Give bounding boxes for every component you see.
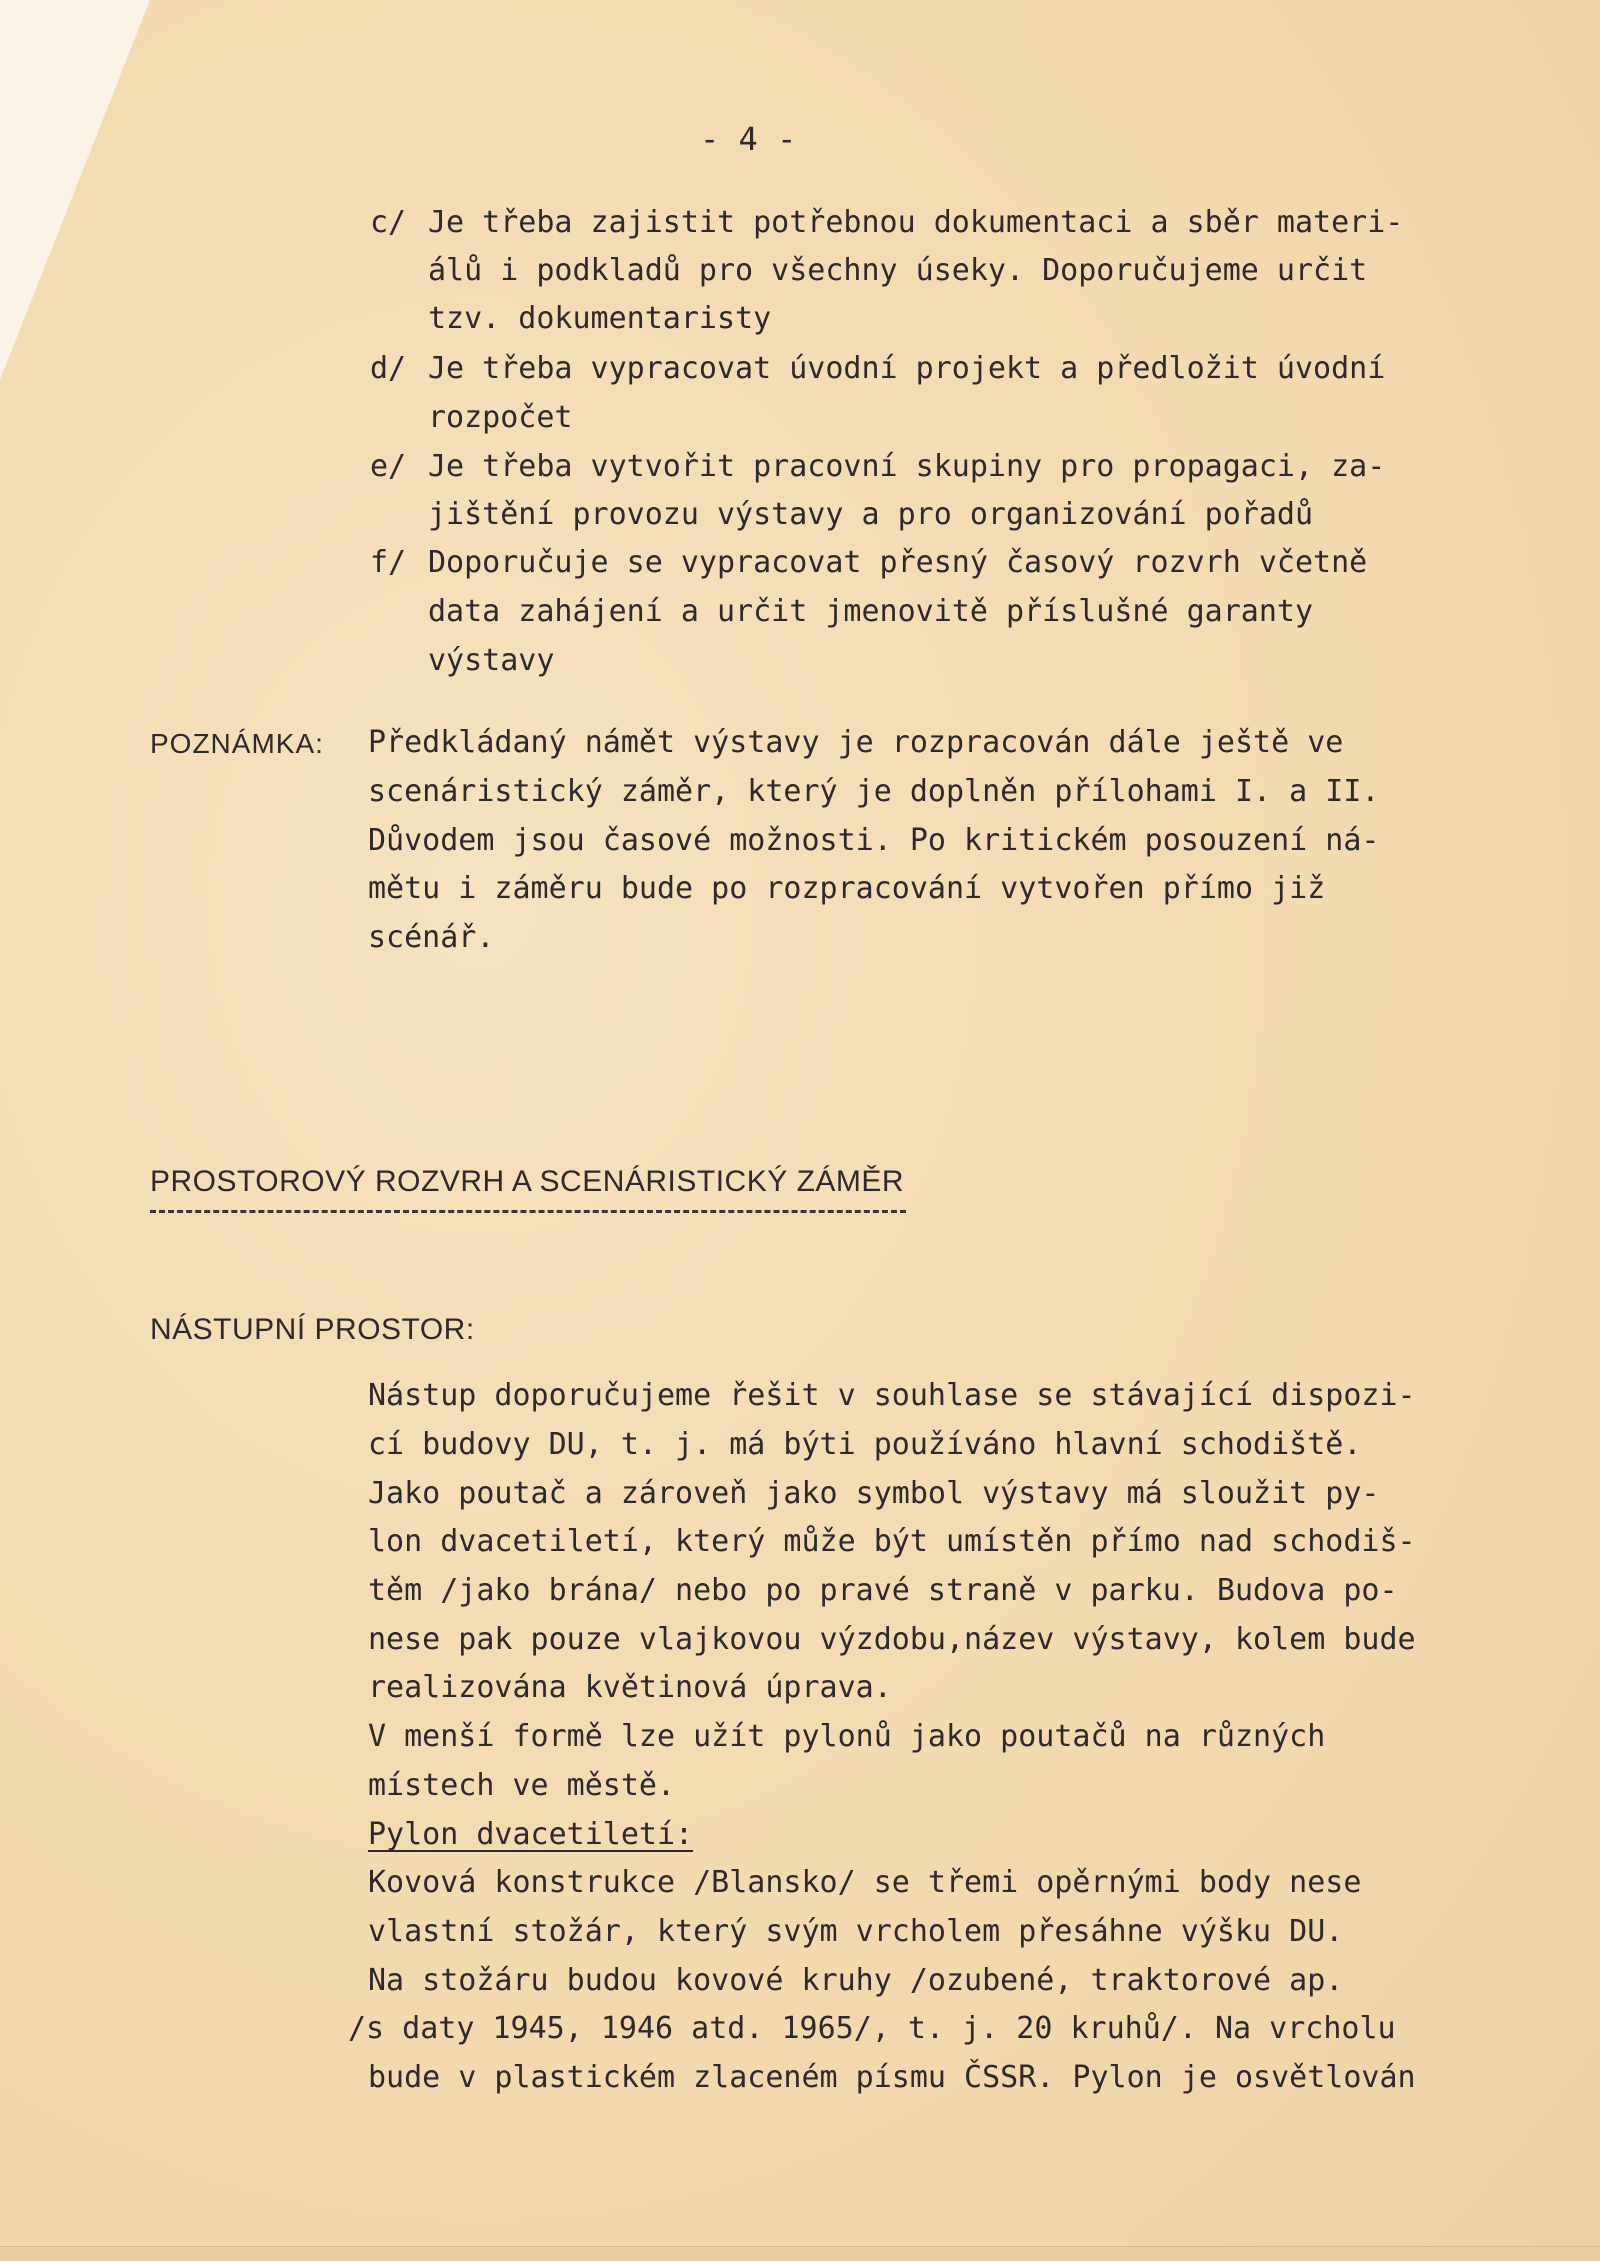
note-line-2: scenáristický záměr, který je doplněn přílohami I. a II. — [368, 774, 1380, 809]
note-line-5: scénář. — [368, 920, 495, 955]
page-number: - 4 - — [700, 120, 797, 158]
note-line-3: Důvodem jsou časové možnosti. Po kritickém posouzení ná- — [368, 823, 1380, 858]
pylon-line-5: bude v plastickém zlaceném písmu ČSSR. Pylon je osvětlován — [368, 2060, 1416, 2095]
list-item-e-line-1: Je třeba vytvořit pracovní skupiny pro propagaci, za- — [428, 449, 1386, 484]
list-marker-c: c/ — [370, 205, 407, 240]
section-heading-underline — [150, 1210, 906, 1213]
body-line-4: lon dvacetiletí, který může být umístěn přímo nad schodiš- — [368, 1524, 1416, 1559]
pylon-line-4: /s daty 1945, 1946 atd. 1965/, t. j. 20 kruhů/. Na vrcholu — [348, 2011, 1396, 2046]
list-item-c-line-1: Je třeba zajistit potřebnou dokumentaci a sběr materi- — [428, 205, 1404, 240]
note-line-1: Předkládaný námět výstavy je rozpracován dále ještě ve — [368, 725, 1344, 760]
subsection-heading: NÁSTUPNÍ PROSTOR: — [150, 1313, 475, 1346]
body-line-8: V menší formě lze užít pylonů jako poutačů na různých — [368, 1719, 1326, 1754]
body-line-2: cí budovy DU, t. j. má býti používáno hlavní schodiště. — [368, 1427, 1362, 1462]
note-line-4: mětu i záměru bude po rozpracování vytvořen přímo již — [368, 871, 1326, 906]
list-item-e-line-2: jištění provozu výstavy a pro organizování pořadů — [428, 497, 1314, 532]
body-line-5: těm /jako brána/ nebo po pravé straně v parku. Budova po- — [368, 1573, 1398, 1608]
list-item-f-line-3: výstavy — [428, 643, 555, 678]
pylon-line-3: Na stožáru budou kovové kruhy /ozubené, traktorové ap. — [368, 1963, 1344, 1998]
body-line-1: Nástup doporučujeme řešit v souhlase se stávající dispozi- — [368, 1378, 1416, 1413]
body-line-9: místech ve městě. — [368, 1768, 676, 1803]
section-heading: PROSTOROVÝ ROZVRH A SCENÁRISTICKÝ ZÁMĚR — [150, 1165, 905, 1198]
note-label: POZNÁMKA: — [150, 728, 324, 759]
pylon-heading: Pylon dvacetiletí: — [368, 1817, 694, 1852]
pylon-line-1: Kovová konstrukce /Blansko/ se třemi opěrnými body nese — [368, 1865, 1362, 1900]
list-item-d-line-2: rozpočet — [428, 400, 573, 435]
list-item-f-line-2: data zahájení a určit jmenovitě příslušné garanty — [428, 594, 1314, 629]
page-bottom-edge — [0, 2246, 1600, 2261]
body-line-3: Jako poutač a zároveň jako symbol výstavy má sloužit py- — [368, 1476, 1380, 1511]
pylon-line-2: vlastní stožár, který svým vrcholem přesáhne výšku DU. — [368, 1914, 1344, 1949]
list-marker-e: e/ — [370, 449, 407, 484]
body-line-6: nese pak pouze vlajkovou výzdobu,název výstavy, kolem bude — [368, 1622, 1416, 1657]
list-marker-d: d/ — [370, 351, 407, 386]
folded-page-corner — [0, 0, 150, 380]
list-item-f-line-1: Doporučuje se vypracovat přesný časový rozvrh včetně — [428, 545, 1368, 580]
body-line-7: realizována květinová úprava. — [368, 1670, 892, 1705]
list-item-d-line-1: Je třeba vypracovat úvodní projekt a předložit úvodní — [428, 351, 1386, 386]
list-item-c-line-2: álů i podkladů pro všechny úseky. Doporučujeme určit — [428, 253, 1368, 288]
list-item-c-line-3: tzv. dokumentaristy — [428, 301, 772, 336]
list-marker-f: f/ — [370, 545, 407, 580]
